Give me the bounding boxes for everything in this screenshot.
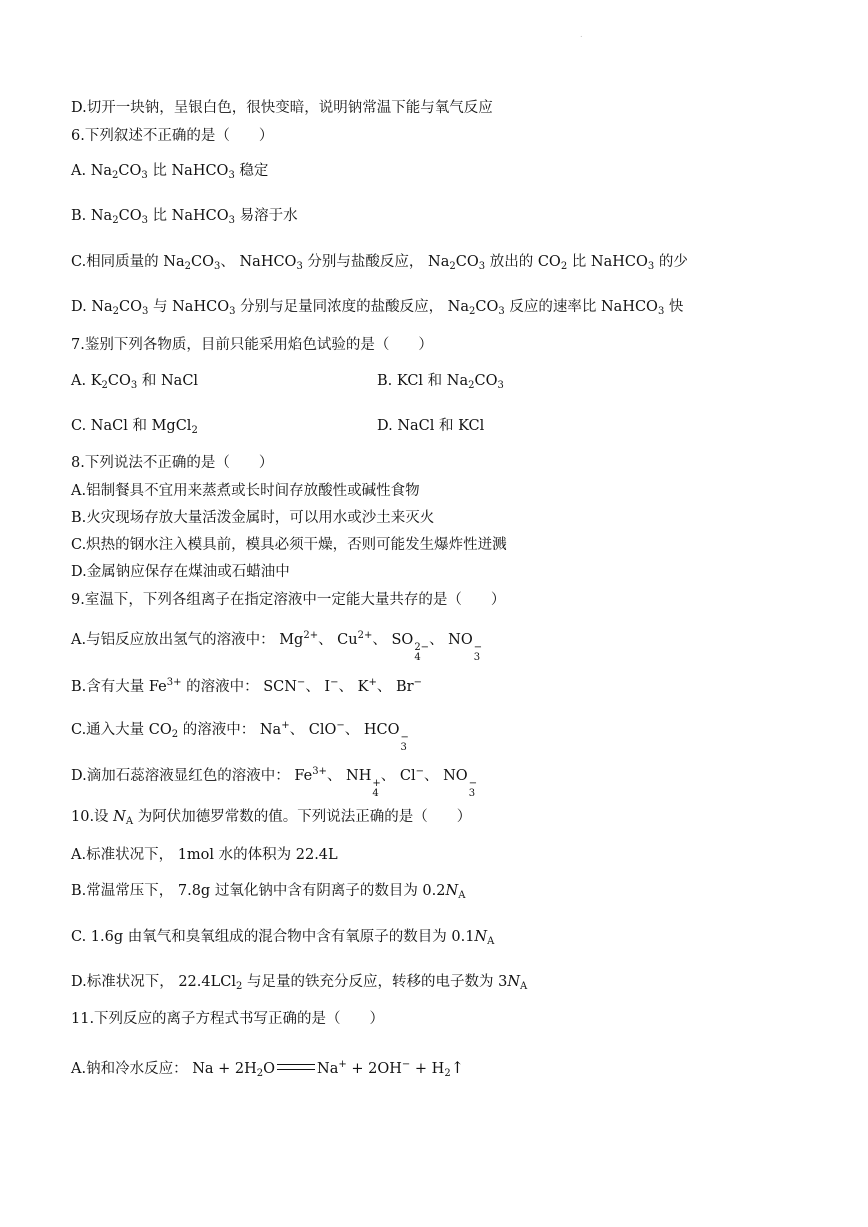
q9-stem: 9.室温下，下列各组离子在指定溶液中一定能大量共存的是（ ） [71,592,506,608]
q9-option-b: B.含有大量 $Fe^{3+}$ 的溶液中： SCN−、 I−、 K+、 Br− [71,677,422,695]
q7-stem: 7.鉴别下列各物质，目前只能采用焰色试验的是（ ） [71,337,433,353]
equals-sign-long [277,1064,315,1070]
q7-option-d: D. NaCl 和 KCl [377,418,485,434]
q10-option-b: B.常温常压下， 7.8g 过氧化钠中含有阴离子的数目为 $0.2N_A$ [71,883,466,901]
q6-option-c: C.相同质量的 $Na_2CO_3$、 NaHCO$_3$ 分别与盐酸反应， $Na_2CO_3$ 放出的 $CO_2$ 比 NaHCO$_3$ 的少 [71,254,688,272]
q7-option-a: A. $K_2CO_3$ 和 NaCl [71,373,199,391]
q8-option-c: C.炽热的钢水注入模具前，模具必须干燥，否则可能发生爆炸性迸溅 [71,537,507,553]
q8-option-a: A.铝制餐具不宜用来蒸煮或长时间存放酸性或碱性食物 [71,483,420,499]
q11-option-a: A.钠和冷水反应： $Na + 2H_2O$ $Na^+ + 2OH^- + H_2↑$ [71,1058,465,1079]
q10-stem: 10.设 $N_A$ 为阿伏加德罗常数的值。下列说法正确的是（ ） [71,809,472,827]
q6-stem: 6.下列叙述不正确的是（ ） [71,128,274,144]
q7-option-c: C. NaCl 和 MgCl$_2$ [71,418,198,436]
q11-stem: 11.下列反应的离子方程式书写正确的是（ ） [71,1011,385,1027]
q10-option-c: C. 1.6g 由氧气和臭氧组成的混合物中含有氧原子的数目为 $0.1N_A$ [71,929,495,947]
q6-option-b: B. $Na_2CO_3$ 比 NaHCO$_3$ 易溶于水 [71,208,298,226]
q9-option-d: D.滴加石蕊溶液显红色的溶液中： $Fe^{3+}$、 NH + 4 、 Cl−、 NO − 3 [71,766,478,799]
q6-option-d: D. $Na_2CO_3$ 与 NaHCO$_3$ 分别与足量同浓度的盐酸反应， $Na_2CO_3$ 反应的速率比 NaHCO$_3$ 快 [71,299,684,317]
q5-option-d: D.切开一块钠，呈银白色，很快变暗，说明钠常温下能与氧气反应 [71,100,493,116]
up-arrow-icon: ↑ [450,1058,465,1077]
q10-option-a: A.标准状况下， 1mol 水的体积为 22.4L [71,847,338,863]
q9-option-a: A.与铝反应放出氢气的溶液中： $Mg^{2+}$、 $Cu^{2+}$、 SO 2− 4 、 NO − 3 [71,630,483,663]
q8-stem: 8.下列说法不正确的是（ ） [71,455,274,471]
q9-option-c: C.通入大量 $CO_2$ 的溶液中： Na+、 ClO−、 HCO − 3 [71,720,409,753]
q10-option-d: D.标准状况下， 22.4LCl$_2$ 与足量的铁充分反应，转移的电子数为 $3N_A$ [71,974,528,992]
q7-option-b: B. KCl 和 $Na_2CO_3$ [377,373,504,391]
q8-option-b: B.火灾现场存放大量活泼金属时，可以用水或沙土来灭火 [71,510,435,526]
q8-option-d: D.金属钠应保存在煤油或石蜡油中 [71,564,290,580]
q6-option-a: A. $Na_2CO_3$ 比 NaHCO$_3$ 稳定 [71,163,269,181]
corner-mark: . [580,30,583,39]
